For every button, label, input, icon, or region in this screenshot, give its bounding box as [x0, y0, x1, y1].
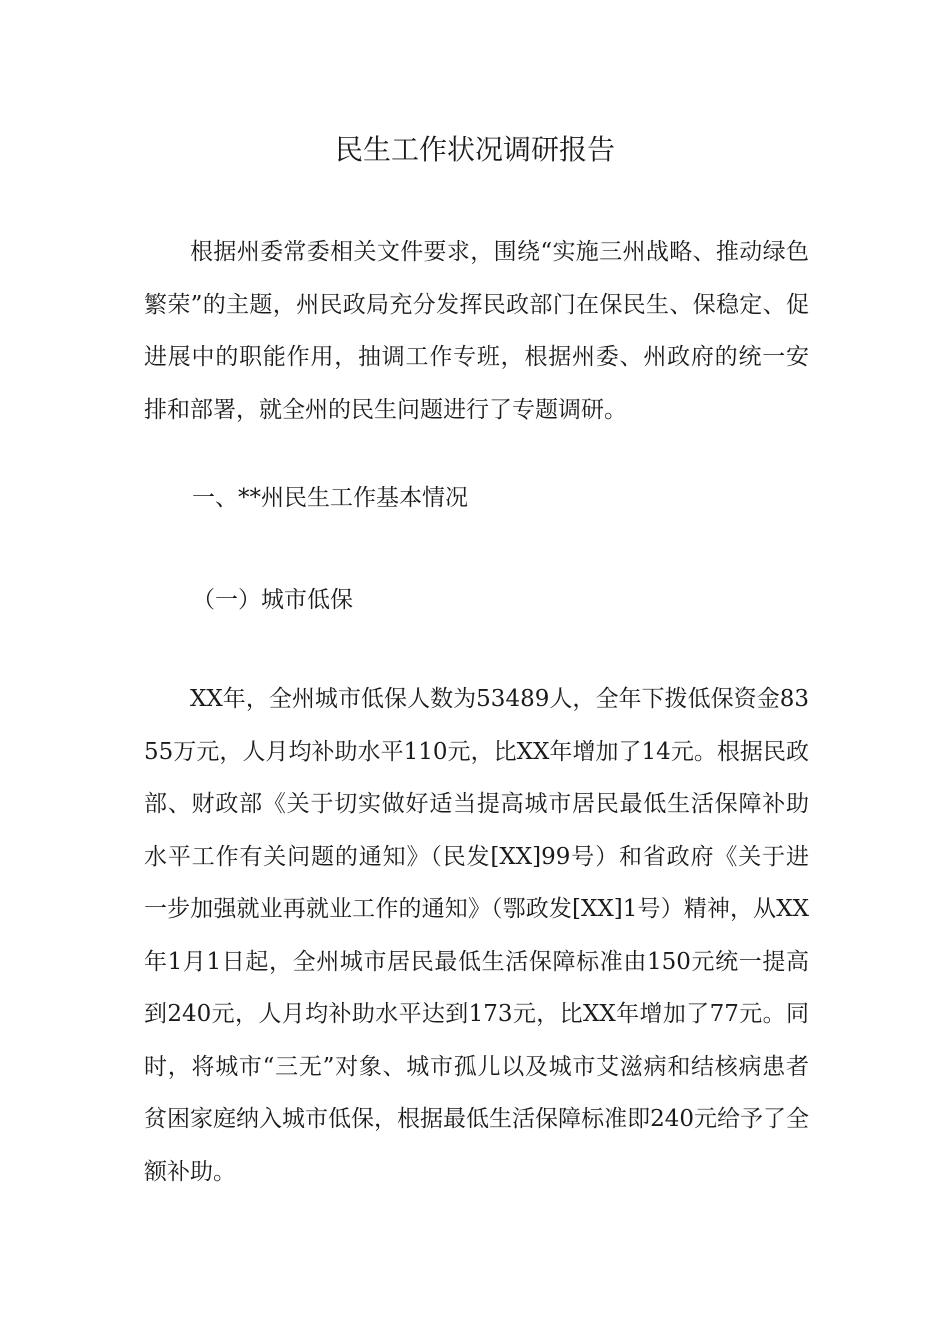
subsection-heading: （一）城市低保: [192, 587, 353, 613]
body-paragraph: XX年，全州城市低保人数为53489人，全年下拨低保资金8355万元，人月均补助水平110元，比XX年增加了14元。根据民政部、财政部《关于切实做好适当提高城市居民最低生活保障补助水平工作有关问题的通知》（民发[XX]99号）和省政府《关于进一步加强就业再就业工作的通知》（鄂政发[XX]1号）精神，从XX年1月1日起，全州城市居民最低生活保障标准由150元统一提高到240元，人月均补助水平达到173元，比XX年增加了77元。同时，将城市“三无”对象、城市孤儿以及城市艾滋病和结核病患者贫困家庭纳入城市低保，根据最低生活保障标准即240元给予了全额补助。: [144, 686, 809, 1185]
intro-paragraph: 根据州委常委相关文件要求，围绕“实施三州战略、推动绿色繁荣”的主题，州民政局充分发挥民政部门在保民生、保稳定、促进展中的职能作用，抽调工作专班，根据州委、州政府的统一安排和部署，就全州的民生问题进行了专题调研。: [144, 239, 809, 423]
section-heading: 一、**州民生工作基本情况: [192, 485, 468, 511]
document-title: 民生工作状况调研报告: [334, 133, 615, 166]
